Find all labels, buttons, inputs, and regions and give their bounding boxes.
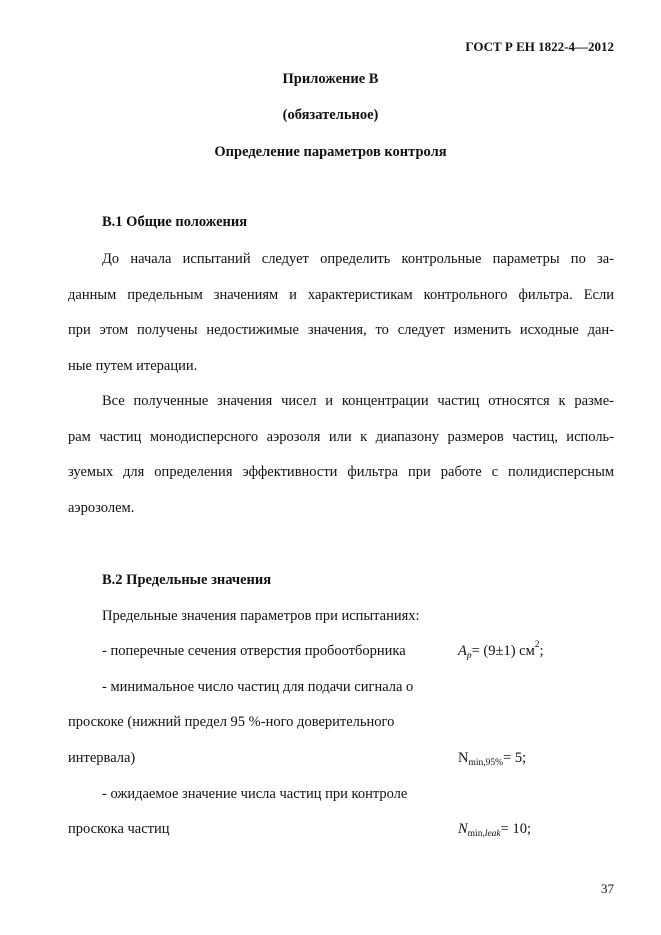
paragraph-line: До начала испытаний следует определить контрольные параметры по за- [102, 251, 614, 267]
formula-symbol: N [458, 821, 468, 837]
paragraph-line: зуемых для определения эффективности фильтра при работе с полидисперсным [68, 464, 614, 480]
paragraph-line: рам частиц монодисперсного аэрозоля или к диапазону размеров частиц, исполь- [68, 429, 614, 445]
formula-end: ; [539, 643, 544, 659]
page-number: 37 [601, 881, 614, 896]
limit-item-expected-count-line-1: - ожидаемое значение числа частиц при контроле [102, 786, 408, 802]
formula-symbol: A [458, 643, 467, 659]
section-1-heading: В.1 Общие положения [102, 214, 248, 230]
section-2-heading: В.2 Предельные значения [102, 572, 272, 588]
limit-item-min-count-formula [458, 749, 526, 767]
appendix-status: (обязательное) [282, 107, 379, 123]
section-2-intro: Предельные значения параметров при испытаниях: [102, 608, 420, 624]
formula-value: = (9±1) см [471, 643, 535, 659]
formula-value: = 10; [500, 821, 531, 837]
formula-symbol: N [458, 750, 469, 766]
formula-subscript-italic: leak [484, 829, 501, 839]
limit-item-probe-area-formula [458, 642, 544, 660]
paragraph-line: при этом получены недостижимые значения, то следует изменить исходные дан- [68, 322, 614, 338]
formula-subscript: min,95% [468, 758, 504, 768]
standard-designation: ГОСТ Р ЕН 1822-4—2012 [465, 39, 614, 54]
formula-superscript: 2 [534, 640, 540, 650]
formula-subscript: p [466, 651, 472, 661]
paragraph-line: аэрозолем. [68, 500, 135, 516]
appendix-title: Приложение В [282, 71, 379, 87]
appendix-subtitle: Определение параметров контроля [214, 144, 447, 160]
limit-item-expected-count-line-2: проскока частиц [68, 821, 170, 837]
limit-item-min-count-line-2: проскоке (нижний предел 95 %-ного доверительного [68, 714, 395, 730]
paragraph-line: данным предельным значениям и характеристикам контрольного фильтра. Если [68, 287, 614, 303]
limit-item-min-count-line-3: интервала) [68, 750, 136, 766]
limit-item-probe-area-text: - поперечные сечения отверстия пробоотборника [102, 643, 406, 659]
formula-subscript: min, [467, 829, 485, 839]
limit-item-min-count-line-1: - минимальное число частиц для подачи сигнала о [102, 679, 414, 695]
formula-value: = 5; [503, 750, 527, 766]
paragraph-line: ные путем итерации. [68, 358, 198, 374]
paragraph-line: Все полученные значения чисел и концентрации частиц относятся к разме- [102, 393, 614, 409]
limit-item-expected-count-formula [458, 820, 531, 838]
